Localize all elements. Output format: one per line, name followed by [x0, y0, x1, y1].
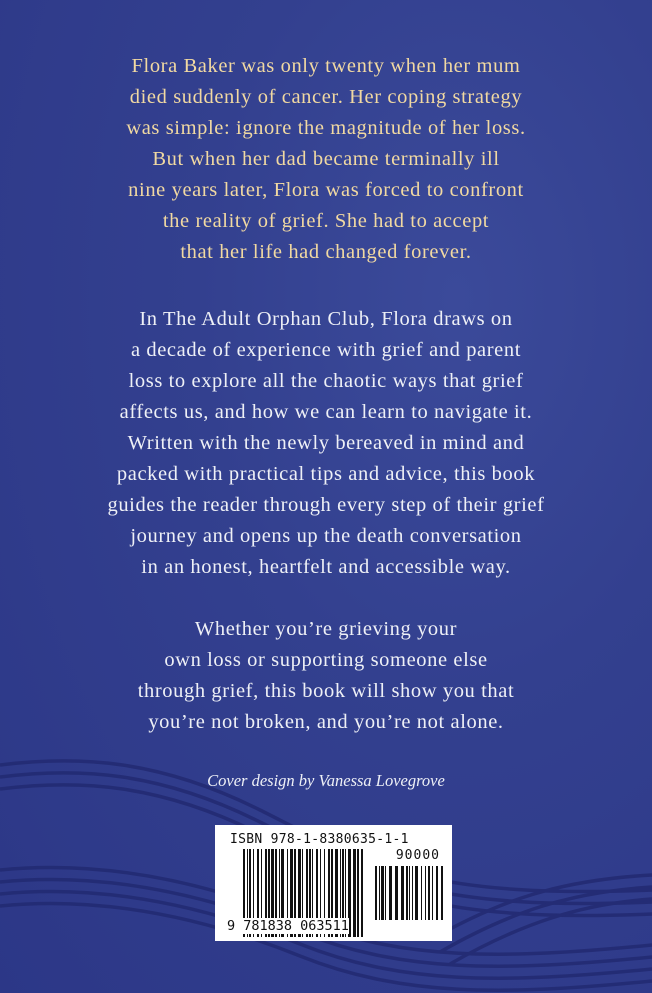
- cover-design-credit: Cover design by Vanessa Lovegrove: [207, 771, 445, 790]
- blurb-line: through grief, this book will show you that: [137, 680, 515, 702]
- isbn-barcode: [215, 825, 452, 941]
- barcode-bar: [395, 866, 398, 920]
- barcode-bar: [389, 866, 392, 920]
- blurb-line: a decade of experience with grief and parent: [130, 339, 522, 361]
- barcode-bar: [357, 849, 359, 937]
- barcode-bar: [436, 866, 438, 920]
- blurb-line: own loss or supporting someone else: [164, 649, 488, 671]
- blurb-line: nine years later, Flora was forced to confront: [128, 179, 524, 201]
- blurb-paragraph-2: [0, 304, 652, 583]
- blurb-line: Whether you’re grieving your: [194, 618, 458, 640]
- barcode-bar: [379, 866, 380, 920]
- blurb-line: in an honest, heartfelt and accessible way.: [141, 556, 511, 578]
- isbn-label: ISBN 978-1-8380635-1-1: [230, 832, 409, 847]
- barcode-bar: [425, 866, 426, 920]
- barcode-bar: [375, 866, 377, 920]
- blurb-line: packed with practical tips and advice, this book: [116, 463, 536, 485]
- blurb-line: Flora Baker was only twenty when her mum: [131, 55, 521, 77]
- blurb-line: that her life had changed forever.: [180, 241, 472, 263]
- blurb-line: loss to explore all the chaotic ways that grief: [128, 370, 524, 392]
- blurb-line: was simple: ignore the magnitude of her loss.: [126, 117, 526, 139]
- barcode-bar: [361, 849, 363, 937]
- blurb-paragraph-1: [0, 51, 652, 268]
- barcode-bar: [432, 866, 433, 920]
- blurb-line: Written with the newly bereaved in mind and: [127, 432, 525, 454]
- barcode-bar: [406, 866, 408, 920]
- barcode-bar: [381, 866, 384, 920]
- blurb-line: you’re not broken, and you’re not alone.: [148, 711, 504, 733]
- barcode-bar: [415, 866, 418, 920]
- barcode-bar: [385, 866, 386, 920]
- blurb-line: In The Adult Orphan Club, Flora draws on: [139, 308, 513, 330]
- barcode-bar: [412, 866, 413, 920]
- ean-digits: 9 781838 063511: [227, 918, 349, 934]
- barcode-bar: [441, 866, 443, 920]
- price-addon-code: 90000: [395, 848, 440, 863]
- barcode-bar: [428, 866, 430, 920]
- barcode-bar: [353, 849, 356, 937]
- blurb-paragraph-3: [0, 614, 652, 738]
- blurb-line: affects us, and how we can learn to navigate it.: [119, 401, 533, 423]
- barcode-bar: [421, 866, 422, 920]
- blurb-line: But when her dad became terminally ill: [152, 148, 500, 170]
- blurb-line: died suddenly of cancer. Her coping strategy: [129, 86, 523, 108]
- blurb-line: the reality of grief. She had to accept: [162, 210, 490, 232]
- barcode-bar: [401, 866, 404, 920]
- barcode-bar: [409, 866, 410, 920]
- blurb-line: guides the reader through every step of their grief: [107, 494, 545, 516]
- blurb-line: journey and opens up the death conversation: [130, 525, 522, 547]
